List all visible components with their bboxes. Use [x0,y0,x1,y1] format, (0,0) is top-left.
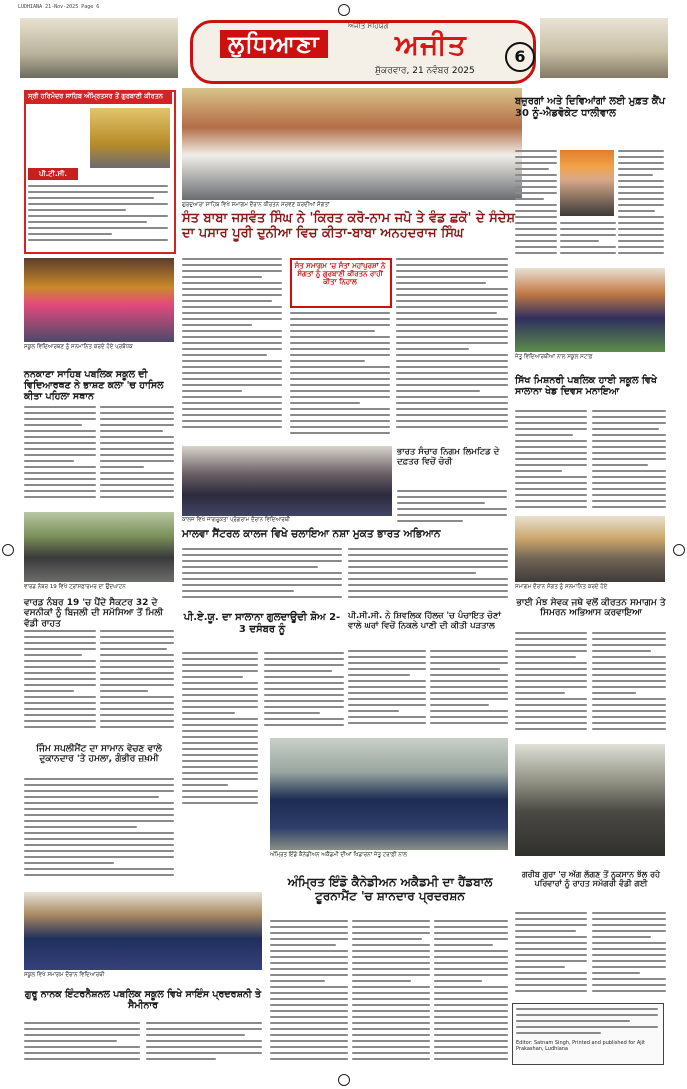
handball-col-1 [270,920,348,1070]
left-story1-col-1 [24,406,96,500]
right-story2-col-2 [592,410,666,510]
bhai-manjh-col-2 [592,632,666,732]
masthead-city: ਲੁਧਿਆਣਾ [220,30,328,58]
science-exhibition-photo [24,892,262,970]
masthead-clocktower-image [540,18,668,78]
ward-transformer-caption: ਵਾਰਡ ਨੰਬਰ 19 ਵਿਖੇ ਟ੍ਰਾਂਸਫ਼ਾਰਮਰ ਦਾ ਉਦਘਾਟਨ [24,584,126,590]
pcc-col-1 [348,650,426,732]
right-story2-headline: ਸਿੱਖ ਮਿਸ਼ਨਰੀ ਪਬਲਿਕ ਹਾਈ ਸਕੂਲ ਵਿਖੇ ਸਾਲਾਨਾ ਖੇਡ ਦਿਵਸ ਮਨਾਇਆ [515,375,657,397]
fire-relief-col-2 [592,912,666,998]
pcc-col-2 [430,650,508,732]
gym-attack-text [24,778,174,878]
main-headline: ਸੰਤ ਬਾਬਾ ਜਸਵੰਤ ਸਿੰਘ ਨੇ 'ਕਿਰਤ ਕਰੋ-ਨਾਮ ਜਪੋ ਤੇ ਵੰਡ ਛਕੋ' ਦੇ ਸੰਦੇਸ਼ ਦਾ ਪਸਾਰ ਪੂਰੀ ਦੁਨੀਆ ਵਿਚ ਕੀਤਾ-ਬਾਬਾ ਅਨਹਦਰਾਜ ਸਿੰਘ [182,211,516,241]
bhai-manjh-col-1 [515,632,587,732]
handball-col-2 [352,920,430,1070]
registration-mark-left [2,544,14,556]
main-story-col-1 [182,258,282,440]
right-top-col-1 [515,150,557,262]
kirtan-box-title: ਸ੍ਰੀ ਹਰਿਮੰਦਰ ਸਾਹਿਬ ਅੰਮ੍ਰਿਤਸਰ ਤੋਂ ਗੁਰਬਾਣੀ ਕੀਰਤਨ [28,92,163,100]
pau-show-col-1 [182,652,258,812]
bsnl-theft-text [397,490,507,526]
main-story-col-3 [396,258,508,440]
science-exhibition-col-1 [24,1022,140,1066]
kirtan-samagam-caption: ਸਮਾਗਮ ਦੌਰਾਨ ਸੰਗਤ ਨੂੰ ਸਨਮਾਨਿਤ ਕਰਦੇ ਹੋਏ [515,584,608,590]
right-top-headline: ਬਜ਼ੁਰਗਾਂ ਅਤੇ ਦਿਵਿਆਂਗਾਂ ਲਈ ਮੁਫ਼ਤ ਕੈਂਪ 30 ਨੂੰ-ਐਡਵੋਕੇਟ ਧਾਲੀਵਾਲ [515,96,666,119]
right-top-col-3 [560,222,616,262]
college-story-col-2 [348,548,508,604]
masthead-date: ਸ਼ੁੱਕਰਵਾਰ, 21 ਨਵੰਬਰ 2025 [375,66,475,76]
college-drug-free-headline: ਮਾਲਵਾ ਸੈਂਟਰਲ ਕਾਲਜ ਵਿਖੇ ਚਲਾਇਆ ਨਸ਼ਾ ਮੁਕਤ ਭਾਰਤ ਅਭਿਆਨ [182,528,441,540]
registration-mark-bottom [338,1074,350,1086]
print-info-line: LUDHIANA 21-Nov-2025 Page 6 [18,4,100,10]
left-story1-col-2 [100,406,174,500]
college-event-caption: ਕਾਲਜ ਵਿਖੇ ਜਾਗਰੂਕਤਾ ਪ੍ਰੋਗਰਾਮ ਦੌਰਾਨ ਵਿਦਿਆਰਥੀ [182,517,290,523]
college-event-photo [182,446,392,516]
ward19-col-2 [100,630,174,730]
right-top-col-2 [618,150,664,262]
main-story-col-2 [290,312,390,440]
science-exhibition-caption: ਸਕੂਲ ਵਿਖੇ ਸਮਾਗਮ ਦੌਰਾਨ ਵਿਦਿਆਰਥੀ [24,972,105,978]
quote-text: ਸੰਤ ਸਮਾਗਮ 'ਚ ਸੰਤਾਂ ਮਹਾਂਪੁਰਸ਼ਾਂ ਨੇ ਸੰਗਤਾਂ ਨੂੰ ਗੁਰਬਾਣੀ ਕੀਰਤਨ ਰਾਹੀਂ ਕੀਤਾ ਨਿਹਾਲ [294,262,386,287]
handball-headline: ਅੰਮ੍ਰਿਤ ਇੰਡੋ ਕੈਨੇਡੀਅਨ ਅਕੈਡਮੀ ਦਾ ਹੈਂਡਬਾਲ ਟੂਰਨਾਮੈਂਟ 'ਚ ਸ਼ਾਨਦਾਰ ਪ੍ਰਦਰਸ਼ਨ [287,875,493,903]
page-number: 6 [505,42,535,72]
masthead-paper-name: ਅਜੀਤ [395,28,467,61]
kirtan-box-text [28,185,168,245]
masthead-small-label: ਅਜੀਤ ਸਹਿਯੋਗ [348,22,389,30]
college-story-col-1 [182,548,342,604]
ward-transformer-photo [24,512,174,582]
bsnl-theft-headline: ਭਾਰਤ ਸੰਚਾਰ ਨਿਗਮ ਲਿਮਟਿਡ ਦੇ ਦਫ਼ਤਰ ਵਿਚੋਂ ਚੋਰੀ [397,447,500,467]
academy-team-photo [270,738,508,850]
kirtan-samagam-photo [515,516,665,582]
pau-show-col-2 [264,652,344,732]
left-story1-headline: ਨਨਕਾਣਾ ਸਾਹਿਬ ਪਬਲਿਕ ਸਕੂਲ ਦੀ ਵਿਦਿਆਰਥਣ ਨੇ ਭਾਸ਼ਣ ਕਲਾ 'ਚ ਹਾਸਿਲ ਕੀਤਾ ਪਹਿਲਾ ਸਥਾਨ [24,369,164,402]
main-photo-caption: ਗੁਰਦੁਆਰਾ ਸਾਹਿਬ ਵਿਖੇ ਸਮਾਗਮ ਦੌਰਾਨ ਕੀਰਤਨ ਸਰਵਣ ਕਰਦੀਆਂ ਸੰਗਤਾਂ [182,202,330,208]
academy-team-caption: ਅੰਮ੍ਰਿਤ ਇੰਡੋ ਕੈਨੇਡੀਅਨ ਅਕੈਡਮੀ ਦੀਆਂ ਖਿਡਾਰਨਾਂ ਜੇਤੂ ਟਰਾਫ਼ੀ ਨਾਲ [270,852,408,858]
sports-day-caption: ਜੇਤੂ ਵਿਦਿਆਰਥੀਆਂ ਨਾਲ ਸਕੂਲ ਸਟਾਫ਼ [515,354,593,360]
pau-show-headline: ਪੀ.ਏ.ਯੂ. ਦਾ ਸਾਲਾਨਾ ਗੁਲਦਾਊਦੀ ਸ਼ੋਅ 2-3 ਦਸੰਬਰ ਨੂੰ [183,612,341,635]
registration-mark-top [338,4,350,16]
relief-distribution-photo [515,744,665,856]
bhai-manjh-headline: ਭਾਈ ਮੰਝ ਸੇਵਕ ਜਥੇ ਵਲੋਂ ਕੀਰਤਨ ਸਮਾਗਮ ਤੇ ਸਿਮਰਨ ਅਭਿਆਸ ਕਰਵਾਇਆ [516,598,666,619]
imprint-text: Editor: Satnam Singh, Printed and published for Ajit Prakashan, Ludhiana [516,1040,645,1052]
science-exhibition-headline: ਗੁਰੂ ਨਾਨਕ ਇੰਟਰਨੈਸ਼ਨਲ ਪਬਲਿਕ ਸਕੂਲ ਵਿਖੇ ਸਾਇੰਸ ਪ੍ਰਦਰਸ਼ਨੀ ਤੇ ਸੈਮੀਨਾਰ [24,989,262,1011]
science-exhibition-col-2 [146,1022,262,1066]
ward19-headline: ਵਾਰਡ ਨੰਬਰ 19 'ਚ ਪੈਂਦੇ ਸੈਕਟਰ 32 ਦੇ ਵਸਨੀਕਾਂ ਨੂੰ ਬਿਜਲੀ ਦੀ ਸਮੱਸਿਆ ਤੋਂ ਮਿਲੀ ਵੱਡੀ ਰਾਹਤ [24,598,164,629]
ward19-col-1 [24,630,96,730]
golden-temple-photo [90,108,170,168]
masthead-monument-image [20,18,178,78]
gym-attack-headline: ਜਿੰਮ ਸਪਲੀਮੈਂਟ ਦਾ ਸਾਮਾਨ ਵੇਚਣ ਵਾਲੇ ਦੁਕਾਨਦਾਰ 'ਤੇ ਹਮਲਾ, ਗੰਭੀਰ ਜ਼ਖ਼ਮੀ [36,744,162,765]
registration-mark-right [673,544,685,556]
sports-day-photo [515,268,665,352]
handball-col-3 [434,920,508,1070]
advocate-portrait-photo [560,150,614,216]
right-story2-col-1 [515,410,587,510]
school-award-caption: ਸਕੂਲ ਵਿਦਿਆਰਥਣ ਨੂੰ ਸਨਮਾਨਿਤ ਕਰਦੇ ਹੋਏ ਪ੍ਰਬੰਧਕ [24,344,133,350]
fire-relief-headline: ਗਰੀਬ ਗੁਰਾ 'ਚ ਅੱਗ ਲੱਗਣ ਤੋਂ ਨੁਕਸਾਨ ਝੱਲ ਰਹੇ ਪਰਿਵਾਰਾਂ ਨੂੰ ਰਾਹਤ ਸਮੱਗਰੀ ਵੰਡੀ ਗਈ [521,870,660,889]
imprint-punjabi-text [516,1008,658,1042]
pcc-headline: ਪੀ.ਸੀ.ਸੀ. ਨੇ ਸ਼ਿਵਲਿਕ ਹਿੱਲਜ਼ 'ਚ ਪੰਚਾਇਤ ਚੋਣਾਂ ਵਾਲੇ ਘਰਾਂ ਵਿਚੋਂ ਨਿਕਲੇ ਪਾਣੀ ਦੀ ਕੀਤੀ ਪੜਤਾਲ [348,611,501,631]
school-award-photo [24,258,174,342]
fire-relief-col-1 [515,912,587,998]
ptc-label: ਪੀ.ਟੀ.ਸੀ. [28,168,78,180]
main-gurdwara-photo [182,88,522,200]
